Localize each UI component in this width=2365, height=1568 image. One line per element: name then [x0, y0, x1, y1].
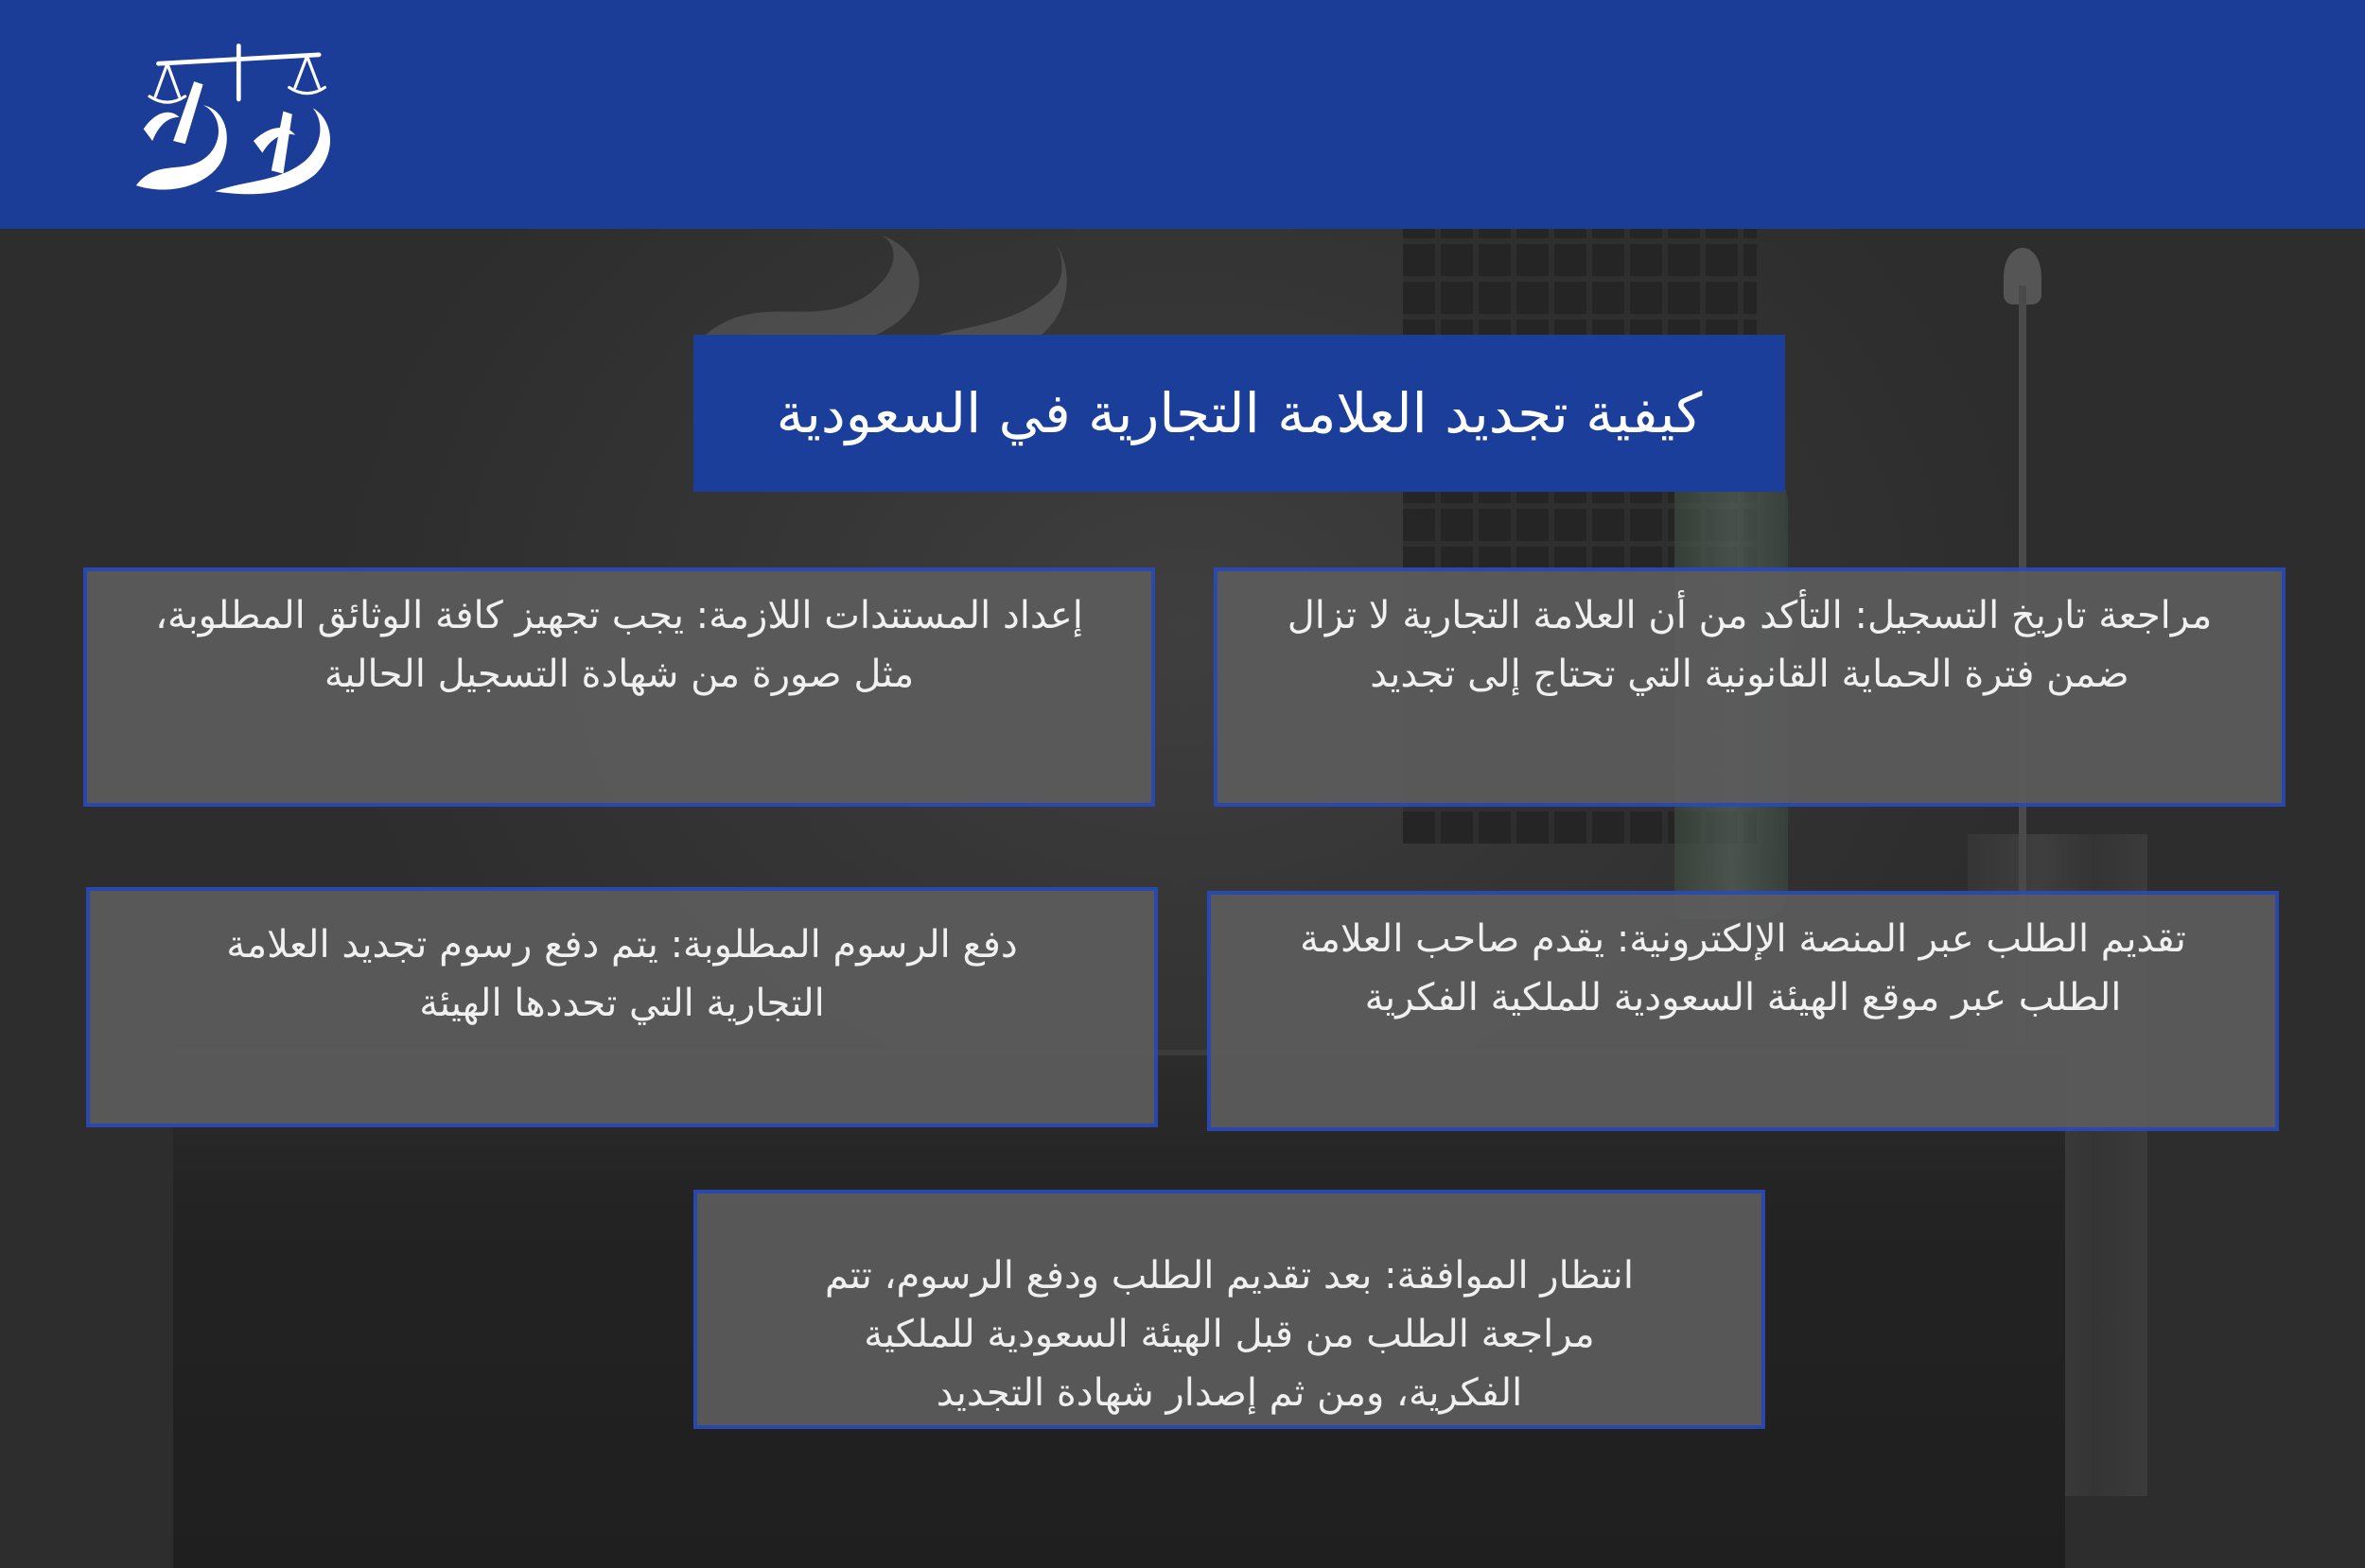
- step-text-line: مراجعة الطلب من قبل الهيئة السعودية للملكية: [864, 1313, 1595, 1356]
- calligraphy-scales-logo-icon: [129, 36, 337, 204]
- step-card-submit-online: [1207, 891, 2279, 1131]
- page-title: كيفية تجديد العلامة التجارية في السعودية: [776, 381, 1703, 445]
- logo[interactable]: [129, 36, 337, 204]
- step-text-line: انتظار الموافقة: بعد تقديم الطلب ودفع الرسوم، تتم: [825, 1254, 1634, 1298]
- step-text-line: ضمن فترة الحماية القانونية التي تحتاج إلى تجديد: [1370, 653, 2129, 696]
- step-card-prepare-documents: [83, 567, 1155, 807]
- step-text-line: الفكرية، ومن ثم إصدار شهادة التجديد: [936, 1371, 1523, 1415]
- step-text-line: الطلب عبر موقع الهيئة السعودية للملكية الفكرية: [1364, 976, 2122, 1019]
- step-card-await-approval: [693, 1190, 1765, 1429]
- step-card-review-registration-date: [1214, 567, 2286, 807]
- step-text-line: مراجعة تاريخ التسجيل: التأكد من أن العلامة التجارية لا تزال: [1287, 594, 2213, 637]
- step-text-line: إعداد المستندات اللازمة: يجب تجهيز كافة الوثائق المطلوبة،: [155, 594, 1083, 637]
- header-bar: [0, 0, 2365, 229]
- step-text-line: دفع الرسوم المطلوبة: يتم دفع رسوم تجديد العلامة: [226, 923, 1018, 967]
- step-text-line: التجارية التي تحددها الهيئة: [419, 982, 825, 1025]
- title-box: [693, 335, 1785, 492]
- step-card-pay-fees: [86, 887, 1158, 1127]
- step-text-line: مثل صورة من شهادة التسجيل الحالية: [324, 653, 915, 696]
- step-text-line: تقديم الطلب عبر المنصة الإلكترونية: يقدم صاحب العلامة: [1300, 917, 2186, 961]
